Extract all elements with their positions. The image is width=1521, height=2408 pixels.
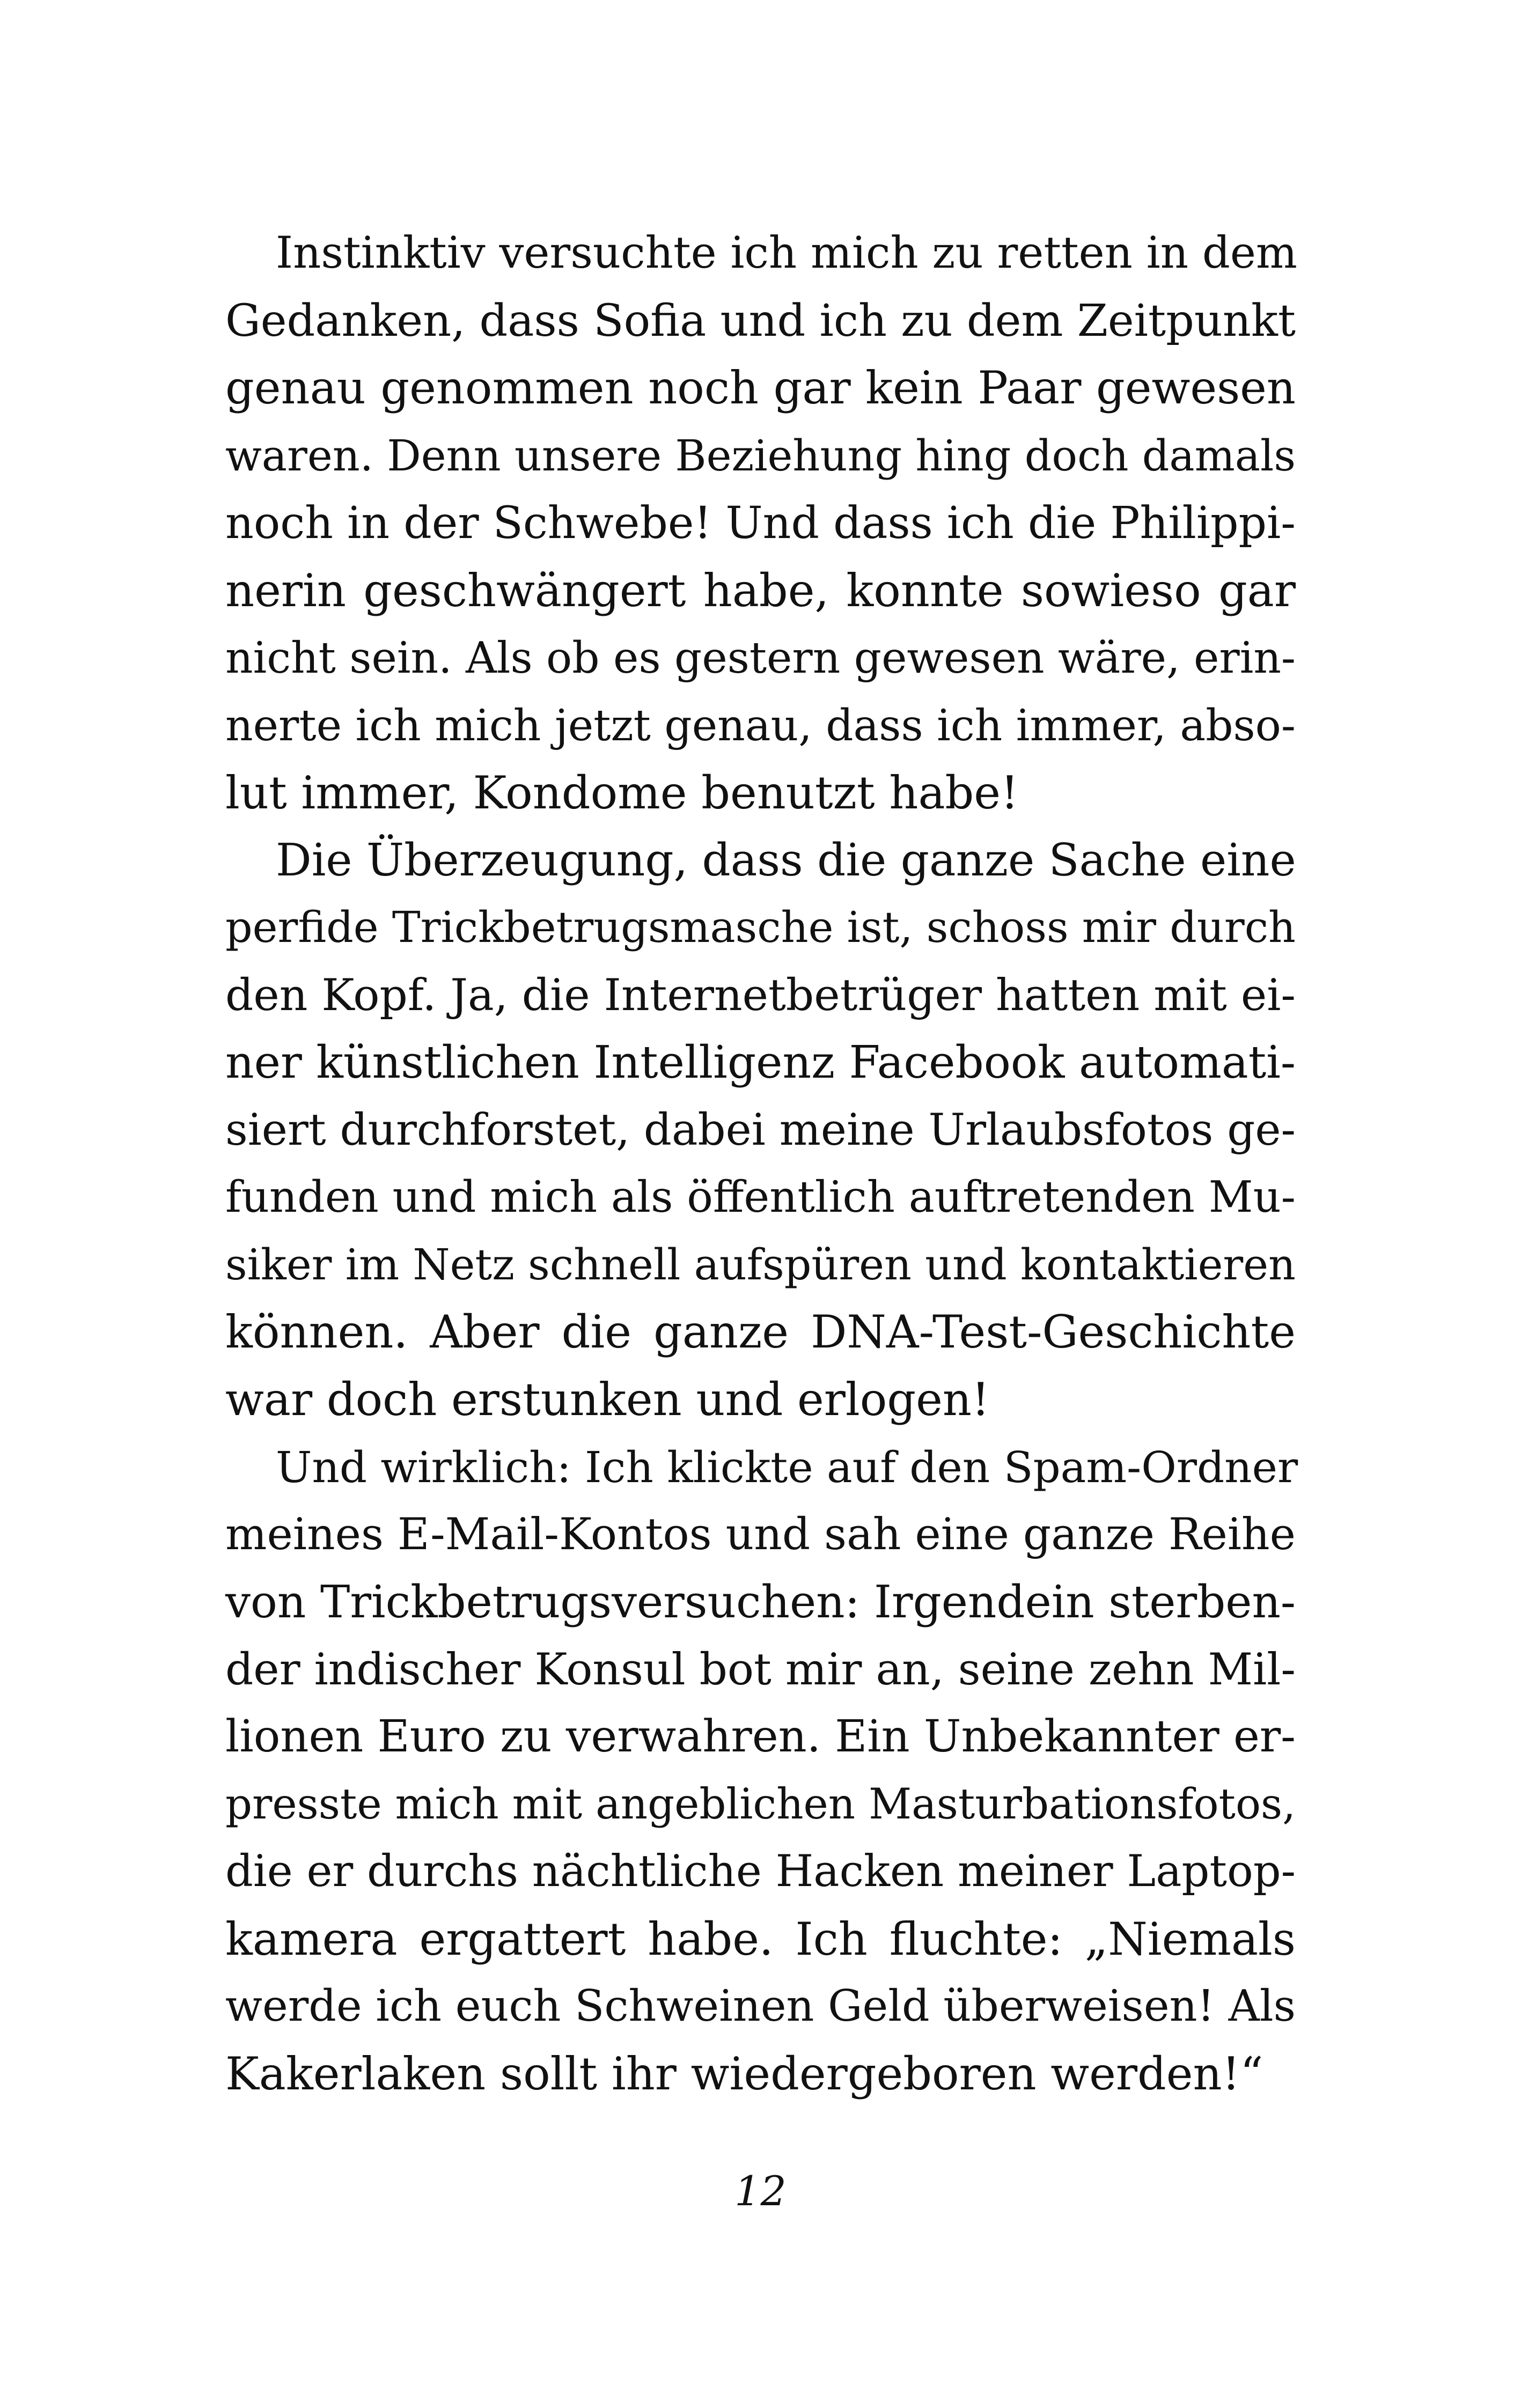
text-line: die er durchs nächtliche Hacken meiner Laptop- (225, 1846, 1296, 1897)
text-line: siert durchforstet, dabei meine Urlaubsfotos ge- (225, 1104, 1296, 1156)
text-line: presste mich mit angeblichen Masturbationsfotos, (225, 1780, 1296, 1829)
paragraph-3 (225, 1434, 1296, 2108)
text-line: waren. Denn unsere Beziehung hing doch damals (225, 431, 1296, 481)
text-line: lut immer, Kondome benutzt habe! (225, 766, 1019, 819)
text-line: der indischer Konsul bot mir an, seine zehn Mil- (225, 1644, 1296, 1695)
text-line: noch in der Schwebe! Und dass ich die Philippi- (225, 497, 1296, 549)
text-line: siker im Netz schnell aufspüren und kontaktieren (225, 1240, 1296, 1290)
text-line: lionen Euro zu verwahren. Ein Unbekannter er- (225, 1711, 1296, 1763)
body-text (225, 220, 1296, 2108)
text-line: nicht sein. Als ob es gestern gewesen wäre, erin- (225, 633, 1296, 683)
text-line: können. Aber die ganze DNA-Test-Geschichte (225, 1306, 1296, 1359)
paragraph-2 (225, 827, 1296, 1433)
text-line: Gedanken, dass Sofia und ich zu dem Zeitpunkt (225, 295, 1296, 347)
text-line: werde ich euch Schweinen Geld überweisen! Als (225, 1981, 1296, 2032)
text-line: kamera ergattert habe. Ich fluchte: „Niemals (225, 1912, 1296, 1965)
text-line: perfide Trickbetrugsmasche ist, schoss mir durch (225, 903, 1296, 953)
text-line: funden und mich als öffentlich auftretenden Mu- (225, 1172, 1296, 1223)
page-number: 12 (734, 2167, 787, 2215)
text-line: Die Überzeugung, dass die ganze Sache eine (276, 834, 1296, 887)
text-line: nerte ich mich jetzt genau, dass ich immer, abso- (225, 700, 1296, 750)
text-line: ner künstlichen Intelligenz Facebook automati- (225, 1036, 1296, 1089)
paragraph-1 (225, 220, 1296, 827)
text-line: Und wirklich: Ich klickte auf den Spam-Ordner (276, 1442, 1298, 1492)
text-line: Kakerlaken sollt ihr wiedergeboren werden!“ (225, 2047, 1263, 2100)
text-line: den Kopf. Ja, die Internetbetrüger hatten mit ei- (225, 969, 1296, 1021)
text-line: war doch erstunken und erlogen! (225, 1373, 990, 1426)
text-line: genau genommen noch gar kein Paar gewesen (225, 362, 1296, 415)
text-line: Instinktiv versuchte ich mich zu retten in dem (276, 228, 1297, 278)
text-line: von Trickbetrugsversuchen: Irgendein sterben- (225, 1576, 1296, 1629)
text-line: nerin geschwängert habe, konnte sowieso gar (225, 564, 1296, 617)
text-line: meines E-Mail-Kontos und sah eine ganze Reihe (225, 1509, 1296, 1560)
